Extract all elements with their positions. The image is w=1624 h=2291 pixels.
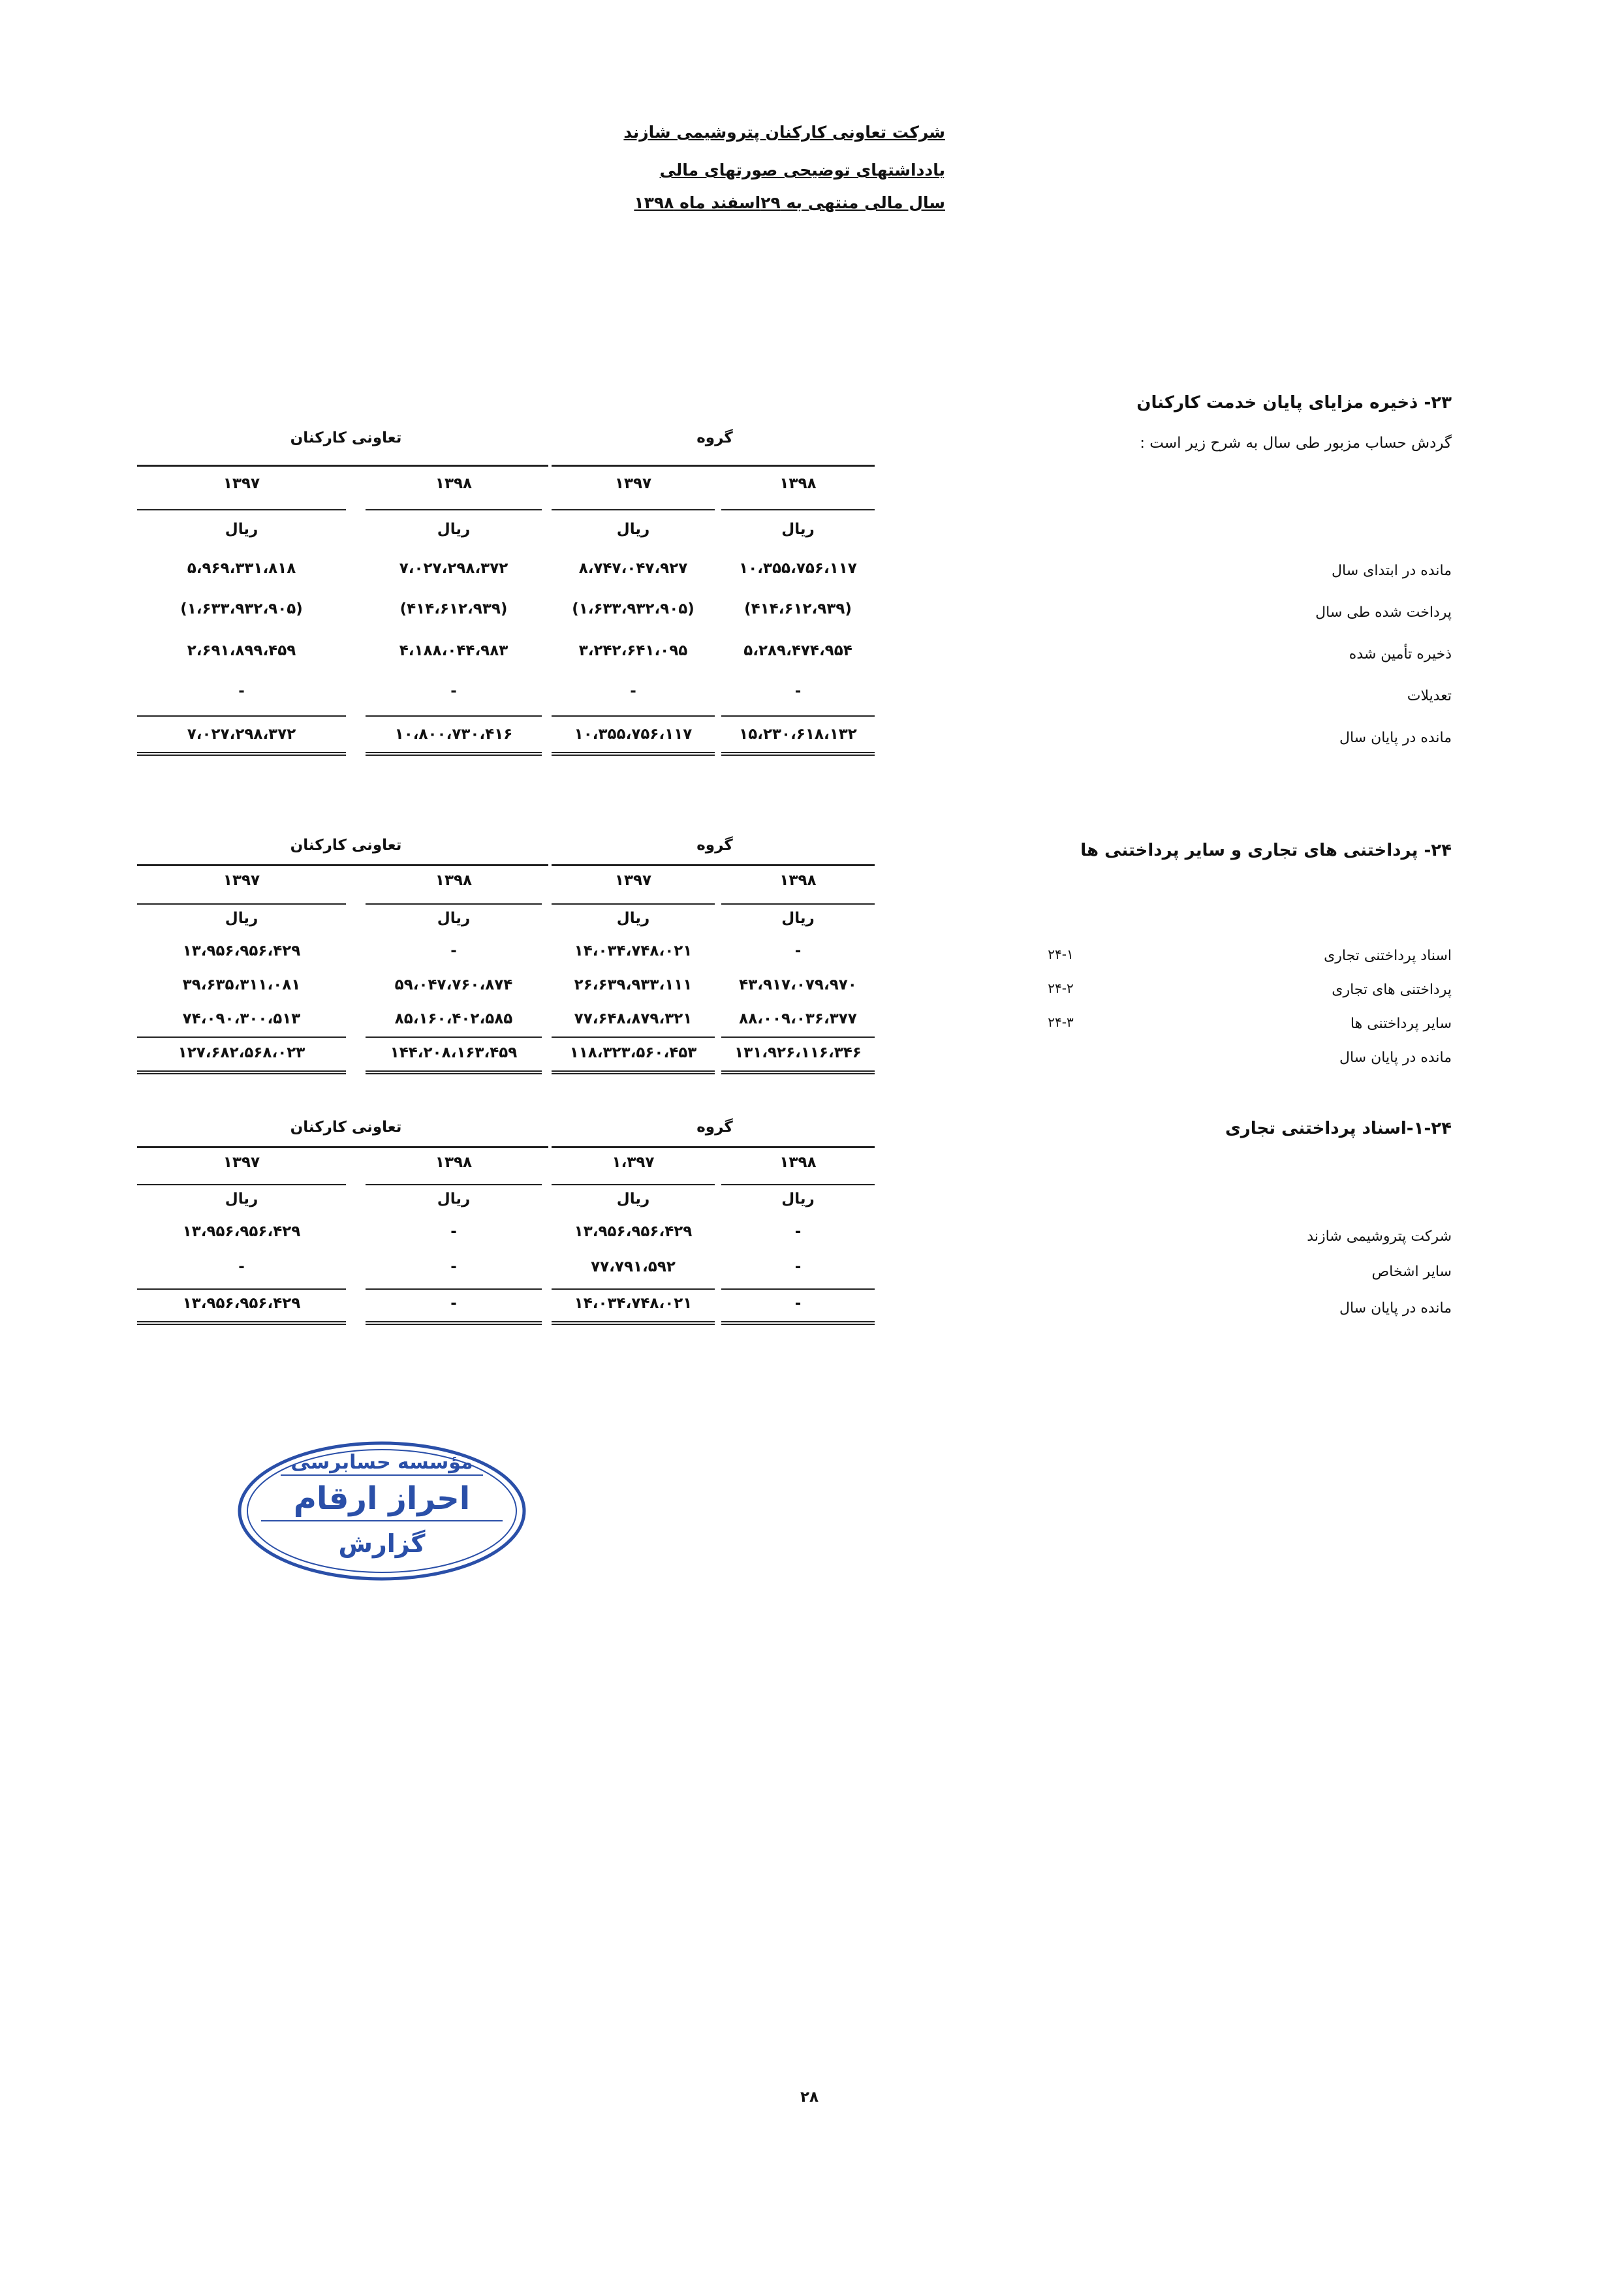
value-cell: ۳،۲۴۲،۶۴۱،۰۹۵ xyxy=(578,642,688,659)
value-cell: ۸۸،۰۰۹،۰۳۶،۳۷۷ xyxy=(739,1010,857,1027)
total-bottom-rule xyxy=(137,1070,346,1074)
year-col-2: ۱،۳۹۷ xyxy=(612,1154,655,1171)
total-top-rule xyxy=(366,715,542,717)
unit-col-3: ریال xyxy=(437,1191,471,1208)
group-rule xyxy=(552,465,875,467)
total-top-rule xyxy=(366,1288,542,1290)
total-top-rule xyxy=(137,715,346,717)
stamp-line-2: احراز ارقام xyxy=(293,1480,471,1517)
total-cell: ۱۴۴،۲۰۸،۱۶۳،۴۵۹ xyxy=(390,1044,518,1061)
year-col-4: ۱۳۹۷ xyxy=(223,872,260,889)
total-cell: ۱۳،۹۵۶،۹۵۶،۴۲۹ xyxy=(182,1295,301,1312)
year-col-3: ۱۳۹۸ xyxy=(435,872,473,889)
year-rule-4 xyxy=(137,1184,346,1185)
note-ref: ۲۴-۳ xyxy=(1048,1014,1074,1030)
total-cell: ۱۵،۲۳۰،۶۱۸،۱۳۲ xyxy=(739,726,857,743)
company-name: شرکت تعاونی کارکنان پتروشیمی شازند xyxy=(623,123,945,142)
value-cell: ۴،۱۸۸،۰۴۴،۹۸۳ xyxy=(399,642,508,659)
total-cell: - xyxy=(450,1295,457,1312)
group-header: گروه xyxy=(696,429,733,446)
total-bottom-rule xyxy=(552,1321,715,1325)
value-cell: (۴۱۴،۶۱۲،۹۳۹) xyxy=(744,600,852,617)
total-bottom-rule xyxy=(366,1321,542,1325)
value-cell: - xyxy=(450,683,457,700)
unit-col-1: ریال xyxy=(781,521,815,538)
coop-header: تعاونی کارکنان xyxy=(290,1119,402,1136)
row-label: پرداختنی های تجاری xyxy=(1332,982,1452,998)
value-cell: - xyxy=(794,943,802,959)
coop-header: تعاونی کارکنان xyxy=(290,837,402,854)
coop-rule xyxy=(137,864,548,866)
total-bottom-rule xyxy=(721,1070,875,1074)
coop-rule xyxy=(137,1146,548,1148)
unit-col-2: ریال xyxy=(616,1191,650,1208)
page-number: ۲۸ xyxy=(800,2089,819,2106)
value-cell: - xyxy=(794,683,802,700)
total-label: مانده در پایان سال xyxy=(1339,730,1452,746)
value-cell: (۱،۶۳۳،۹۳۲،۹۰۵) xyxy=(180,600,303,617)
value-cell: ۷۷،۷۹۱،۵۹۲ xyxy=(591,1258,676,1275)
total-cell: ۱۱۸،۳۲۳،۵۶۰،۴۵۳ xyxy=(569,1044,697,1061)
value-cell: ۵،۹۶۹،۳۳۱،۸۱۸ xyxy=(187,560,296,577)
total-top-rule xyxy=(721,715,875,717)
total-bottom-rule xyxy=(721,1321,875,1325)
note-ref: ۲۴-۱ xyxy=(1048,946,1074,962)
total-label: مانده در پایان سال xyxy=(1339,1300,1452,1317)
total-bottom-rule xyxy=(366,1070,542,1074)
total-top-rule xyxy=(552,1036,715,1038)
unit-col-1: ریال xyxy=(781,1191,815,1208)
total-bottom-rule xyxy=(552,1070,715,1074)
unit-col-3: ریال xyxy=(437,521,471,538)
row-label: شرکت پتروشیمی شازند xyxy=(1307,1228,1452,1245)
value-cell: ۱۳،۹۵۶،۹۵۶،۴۲۹ xyxy=(574,1223,693,1240)
total-cell: ۷،۰۲۷،۲۹۸،۳۷۲ xyxy=(187,726,296,743)
value-cell: ۱۴،۰۳۴،۷۴۸،۰۲۱ xyxy=(574,943,693,959)
year-rule-1 xyxy=(721,903,875,905)
value-cell: ۸۵،۱۶۰،۴۰۲،۵۸۵ xyxy=(394,1010,513,1027)
total-cell: ۱۰،۳۵۵،۷۵۶،۱۱۷ xyxy=(574,726,693,743)
year-col-4: ۱۳۹۷ xyxy=(223,475,260,492)
total-top-rule xyxy=(552,715,715,717)
unit-col-4: ریال xyxy=(225,910,258,927)
year-col-1: ۱۳۹۸ xyxy=(779,872,817,889)
total-bottom-rule xyxy=(552,752,715,756)
total-label: مانده در پایان سال xyxy=(1339,1050,1452,1066)
total-top-rule xyxy=(366,1036,542,1038)
year-col-1: ۱۳۹۸ xyxy=(779,1154,817,1171)
value-cell: ۲،۶۹۱،۸۹۹،۴۵۹ xyxy=(187,642,296,659)
section-23-subtitle: گردش حساب مزبور طی سال به شرح زیر است : xyxy=(1140,435,1452,452)
coop-rule xyxy=(137,465,548,467)
value-cell: ۱۰،۳۵۵،۷۵۶،۱۱۷ xyxy=(739,560,857,577)
value-cell: - xyxy=(450,1258,457,1275)
group-rule xyxy=(552,864,875,866)
year-col-1: ۱۳۹۸ xyxy=(779,475,817,492)
value-cell: ۸،۷۴۷،۰۴۷،۹۲۷ xyxy=(578,560,688,577)
row-label: سایر اشخاص xyxy=(1371,1264,1452,1280)
value-cell: (۴۱۴،۶۱۲،۹۳۹) xyxy=(399,600,508,617)
year-col-3: ۱۳۹۸ xyxy=(435,475,473,492)
year-rule-3 xyxy=(366,509,542,510)
coop-header: تعاونی کارکنان xyxy=(290,429,402,446)
total-top-rule xyxy=(721,1036,875,1038)
year-rule-2 xyxy=(552,1184,715,1185)
unit-col-4: ریال xyxy=(225,1191,258,1208)
row-label: مانده در ابتدای سال xyxy=(1332,563,1452,579)
year-rule-1 xyxy=(721,509,875,510)
total-top-rule xyxy=(137,1288,346,1290)
value-cell: - xyxy=(794,1258,802,1275)
value-cell: ۴۳،۹۱۷،۰۷۹،۹۷۰ xyxy=(739,976,857,993)
value-cell: ۷،۰۲۷،۲۹۸،۳۷۲ xyxy=(399,560,508,577)
value-cell: - xyxy=(450,1223,457,1240)
section-24-title: ۲۴- پرداختنی های تجاری و سایر پرداختنی ها xyxy=(1080,841,1452,860)
value-cell: ۵۹،۰۴۷،۷۶۰،۸۷۴ xyxy=(394,976,513,993)
total-bottom-rule xyxy=(137,1321,346,1325)
row-label: سایر پرداختنی ها xyxy=(1350,1016,1452,1032)
year-col-2: ۱۳۹۷ xyxy=(614,872,652,889)
value-cell: ۲۶،۶۳۹،۹۳۳،۱۱۱ xyxy=(574,976,693,993)
total-bottom-rule xyxy=(137,752,346,756)
row-label: اسناد پرداختنی تجاری xyxy=(1324,948,1452,964)
section-23-title: ۲۳- ذخیره مزایای پایان خدمت کارکنان xyxy=(1136,393,1452,413)
group-header: گروه xyxy=(696,837,733,854)
total-cell: - xyxy=(794,1295,802,1312)
row-label: پرداخت شده طی سال xyxy=(1315,604,1452,621)
auditor-stamp xyxy=(235,1436,529,1586)
value-cell: ۷۷،۶۴۸،۸۷۹،۳۲۱ xyxy=(574,1010,693,1027)
total-cell: ۱۴،۰۳۴،۷۴۸،۰۲۱ xyxy=(574,1295,693,1312)
unit-col-4: ریال xyxy=(225,521,258,538)
value-cell: (۱،۶۳۳،۹۳۲،۹۰۵) xyxy=(572,600,695,617)
unit-col-3: ریال xyxy=(437,910,471,927)
year-col-3: ۱۳۹۸ xyxy=(435,1154,473,1171)
section-24-1-title: ۱-۲۴-اسناد پرداختنی تجاری xyxy=(1225,1119,1452,1138)
unit-col-2: ریال xyxy=(616,910,650,927)
value-cell: ۱۳،۹۵۶،۹۵۶،۴۲۹ xyxy=(182,943,301,959)
value-cell: ۷۴،۰۹۰،۳۰۰،۵۱۳ xyxy=(182,1010,301,1027)
year-rule-2 xyxy=(552,509,715,510)
group-header: گروه xyxy=(696,1119,733,1136)
total-top-rule xyxy=(552,1288,715,1290)
value-cell: - xyxy=(630,683,636,700)
total-cell: ۱۲۷،۶۸۲،۵۶۸،۰۲۳ xyxy=(178,1044,305,1061)
year-rule-3 xyxy=(366,903,542,905)
unit-col-1: ریال xyxy=(781,910,815,927)
total-top-rule xyxy=(137,1036,346,1038)
total-bottom-rule xyxy=(366,752,542,756)
value-cell: ۳۹،۶۳۵،۳۱۱،۰۸۱ xyxy=(182,976,301,993)
total-top-rule xyxy=(721,1288,875,1290)
year-rule-1 xyxy=(721,1184,875,1185)
year-rule-4 xyxy=(137,903,346,905)
stamp-line-3: گزارش xyxy=(338,1529,426,1558)
value-cell: - xyxy=(450,943,457,959)
row-label: ذخیره تأمین شده xyxy=(1349,646,1452,662)
note-ref: ۲۴-۲ xyxy=(1048,980,1074,996)
value-cell: - xyxy=(238,1258,245,1275)
value-cell: ۵،۲۸۹،۴۷۴،۹۵۴ xyxy=(743,642,852,659)
total-bottom-rule xyxy=(721,752,875,756)
unit-col-2: ریال xyxy=(616,521,650,538)
value-cell: - xyxy=(794,1223,802,1240)
value-cell: - xyxy=(238,683,245,700)
year-rule-4 xyxy=(137,509,346,510)
year-col-2: ۱۳۹۷ xyxy=(614,475,652,492)
total-cell: ۱۳۱،۹۲۶،۱۱۶،۳۴۶ xyxy=(734,1044,862,1061)
period-title: سال مالی منتهی به ۲۹اسفند ماه ۱۳۹۸ xyxy=(634,193,945,212)
stamp-line-1: مؤسسه حسابرسی xyxy=(290,1451,473,1474)
year-rule-3 xyxy=(366,1184,542,1185)
group-rule xyxy=(552,1146,875,1148)
year-rule-2 xyxy=(552,903,715,905)
year-col-4: ۱۳۹۷ xyxy=(223,1154,260,1171)
row-label: تعدیلات xyxy=(1407,688,1452,704)
total-cell: ۱۰،۸۰۰،۷۳۰،۴۱۶ xyxy=(394,726,513,743)
notes-title: یادداشتهای توضیحی صورتهای مالی xyxy=(659,161,945,179)
value-cell: ۱۳،۹۵۶،۹۵۶،۴۲۹ xyxy=(182,1223,301,1240)
